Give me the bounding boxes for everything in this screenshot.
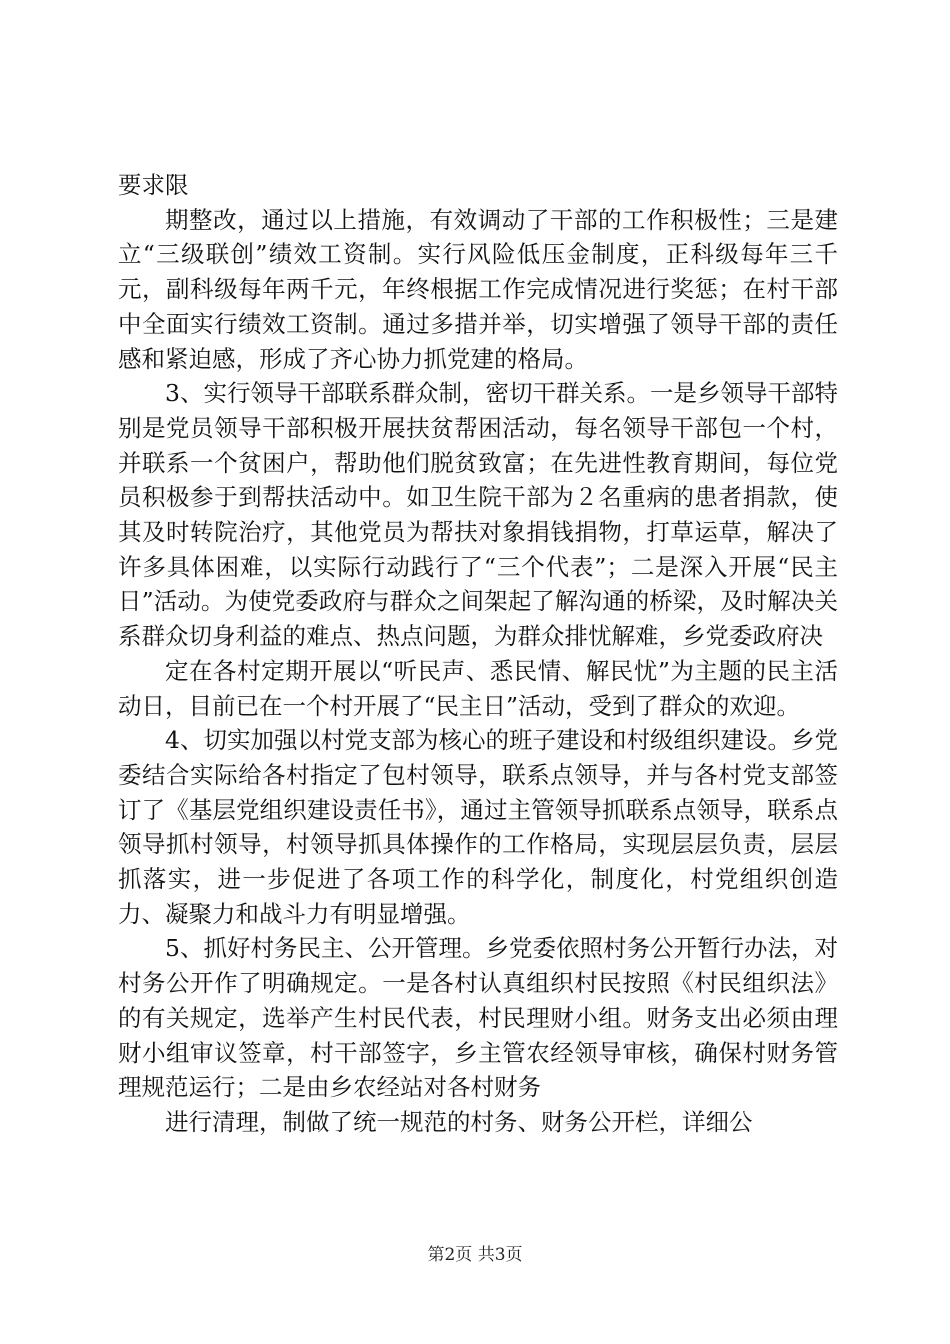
paragraph-7: 进行清理，制做了统一规范的村务、财务公开栏，详细公: [165, 1107, 753, 1136]
paragraph-5: 4、切实加强以村党支部为核心的班子建设和村级组织建设。乡党委结合实际给各村指定了包村领导，联系点领导，并与各村党支部签订了《基层党组织建设责任书》，通过主管领导抓联系点领导，联系点领导抓村领导，村领导抓具体操作的工作格局，实现层层负责，层层抓落实，进一步促进了各项工作的科学化，制度化，村党组织创造力、凝聚力和战斗力有明显增强。: [118, 726, 838, 928]
document-body: [118, 168, 838, 1140]
paragraph-2: 期整改，通过以上措施，有效调动了干部的工作积极性；三是建立“三级联创”绩效工资制。实行风险低压金制度，正科级每年三千元，副科级每年两千元，年终根据工作完成情况进行奖惩；在村干部中全面实行绩效工资制。通过多措并举，切实增强了领导干部的责任感和紧迫感，形成了齐心协力抓党建的格局。: [118, 205, 838, 373]
page-number-footer: 第2页 共3页: [427, 1245, 523, 1265]
paragraph-6: 5、抓好村务民主、公开管理。乡党委依照村务公开暂行办法，对村务公开作了明确规定。一是各村认真组织村民按照《村民组织法》的有关规定，选举产生村民代表，村民理财小组。财务支出必须由理财小组审议签章，村干部签字，乡主管农经领导审核，确保村财务管理规范运行；二是由乡农经站对各村财务: [118, 934, 838, 1102]
paragraph-3: 3、实行领导干部联系群众制，密切干群关系。一是乡领导干部特别是党员领导干部积极开展扶贫帮困活动，每名领导干部包一个村，并联系一个贫困户，帮助他们脱贫致富；在先进性教育期间，每位党员积极参于到帮扶活动中。如卫生院干部为２名重病的患者捐款，使其及时转院治疗，其他党员为帮扶对象捐钱捐物，打草运草，解决了许多具体困难，以实际行动践行了“三个代表”；二是深入开展“民主日”活动。为使党委政府与群众之间架起了解沟通的桥梁，及时解决关系群众切身利益的难点、热点问题，为群众排忧解难，乡党委政府决: [118, 379, 838, 651]
paragraph-1: 要求限: [118, 171, 189, 199]
paragraph-4: 定在各村定期开展以“听民声、悉民情、解民忧”为主题的民主活动日，目前已在一个村开展了“民主日”活动，受到了群众的欢迎。: [118, 656, 838, 720]
